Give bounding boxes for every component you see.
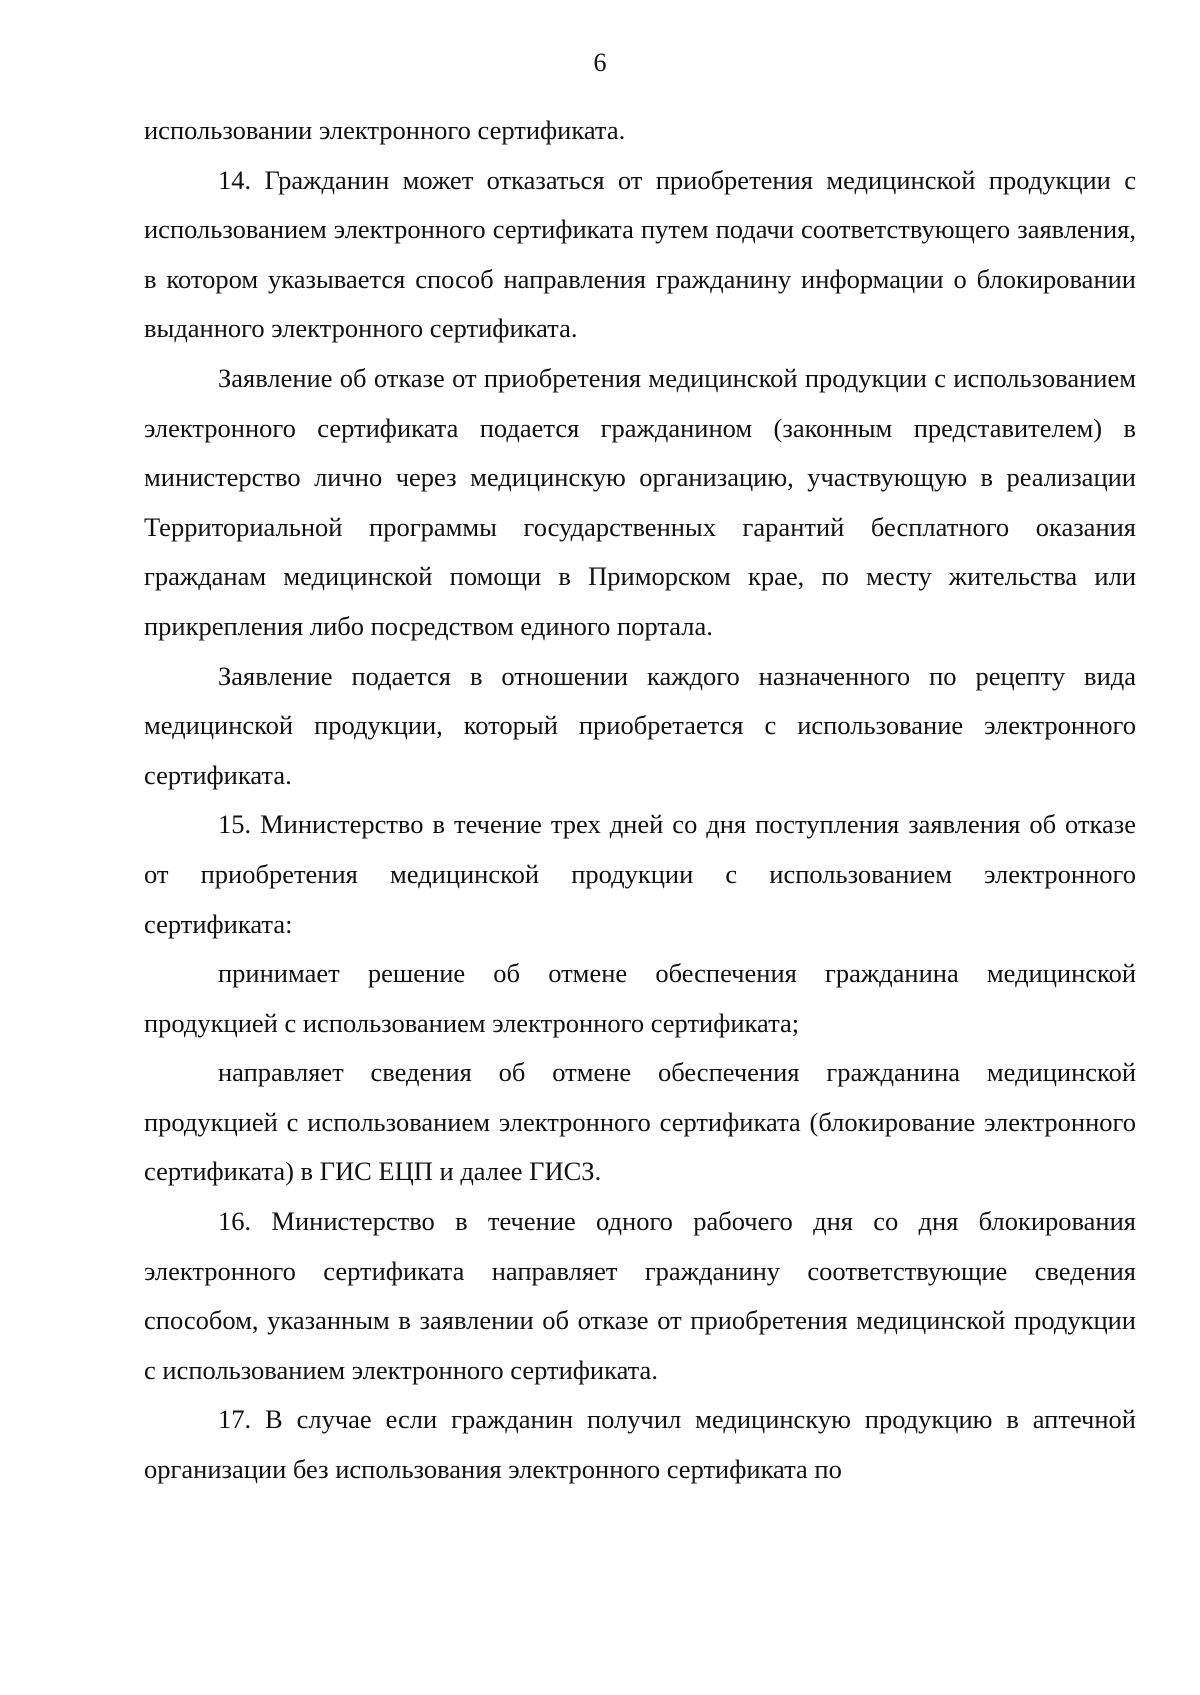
paragraph-16: 16. Министерство в течение одного рабочего дня со дня блокирования электронного сертификата направляет гражданину соответствующие сведения способом, указанным в заявлении об отказе от приобретения медицинской продукции с использованием электронного сертификата.	[144, 1206, 1136, 1385]
paragraph-15-notification: направляет сведения об отмене обеспечения гражданина медицинской продукцией с использованием электронного сертификата (блокирование электронного сертификата) в ГИС ЕЦП и далее ГИСЗ.	[144, 1057, 1136, 1187]
paragraph-17: 17. В случае если гражданин получил медицинскую продукцию в аптечной организации без использования электронного сертификата по	[144, 1404, 1136, 1485]
paragraph-14-statement: Заявление об отказе от приобретения медицинской продукции с использованием электронного сертификата подается гражданином (законным представителем) в министерство лично через медицинскую организацию, участвующую в реализации Территориальной программы государственных гарантий бесплатного оказания гражданам медицинской помощи в Приморском крае, по месту жительства или прикрепления либо посредством единого портала.	[144, 362, 1136, 641]
paragraph-15-decision: принимает решение об отмене обеспечения гражданина медицинской продукцией с использованием электронного сертификата;	[144, 958, 1136, 1038]
paragraph-14-per-product: Заявление подается в отношении каждого назначенного по рецепту вида медицинской продукции, который приобретается с использование электронного сертификата.	[144, 660, 1136, 790]
paragraph-14: 14. Гражданин может отказаться от приобретения медицинской продукции с использованием электронного сертификата путем подачи соответствующего заявления, в котором указывается способ направления гражданину информации о блокировании выданного электронного сертификата.	[144, 164, 1136, 344]
paragraph-continuation: использовании электронного сертификата.	[144, 115, 626, 145]
paragraph-15: 15. Министерство в течение трех дней со дня поступления заявления об отказе от приобретения медицинской продукции с использованием электронного сертификата:	[144, 809, 1136, 939]
document-body	[144, 106, 1136, 1495]
page-number: 6	[593, 48, 607, 77]
